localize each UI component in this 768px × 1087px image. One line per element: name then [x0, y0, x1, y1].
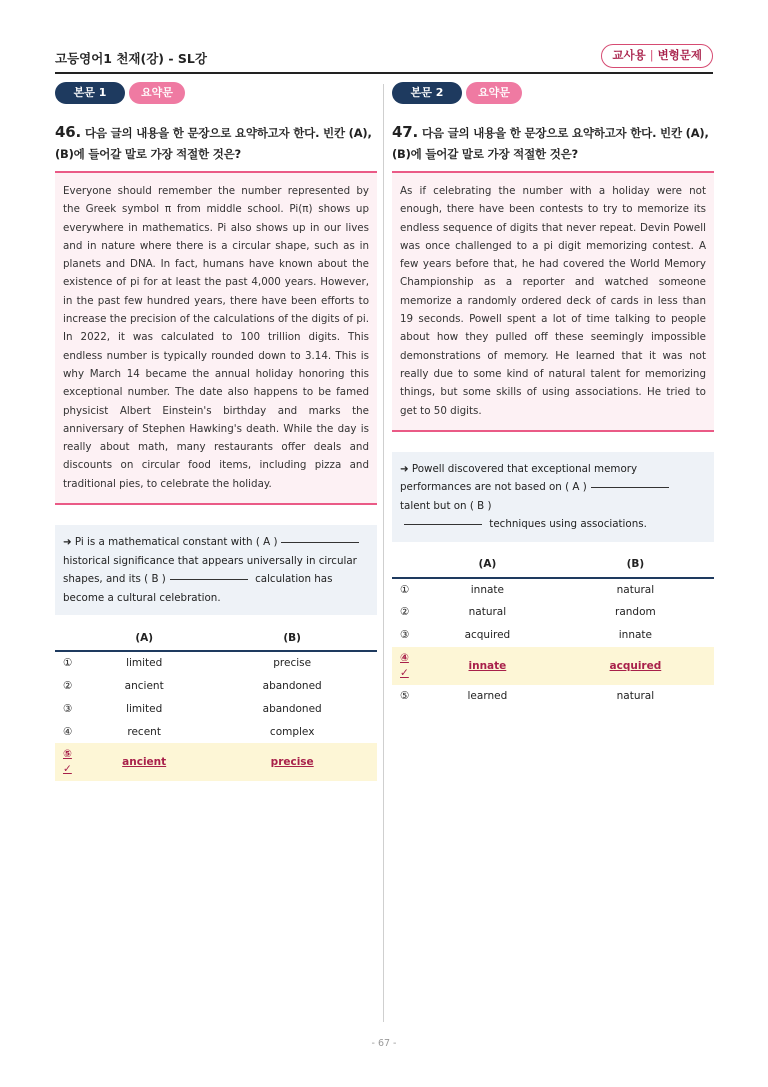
choice-row[interactable] — [392, 578, 714, 601]
choices-header-row — [55, 625, 377, 651]
reading-passage: Everyone should remember the number represented by the Greek symbol π from middle school. Pi(π) shows up everywhere in mathematics. Pi also shows up in our lives and in nature where there is a circular shape, such as in planets and DNA. In fact, humans have known about the existence of pi for at least the past 4,000 years. However, in the past few hundred years, there have been efforts to increase the precision of the calculations of the digits of pi. In 2022, it was calculated to 100 trillion digits. This endless number is typically rounded down to 3.14. This is why March 14 became the annual holiday honoring this exceptional number. The date also happens to be famed physicist Albert Einstein's birthday and marks the anniversary of Stephen Hawking's death. While the day is really about math, many restaurants offer deals and discounts on circular food items, including pizza and traditional pies, to celebrate the holiday. — [55, 173, 377, 503]
question-text: 다음 글의 내용을 한 문장으로 요약하고자 한다. 빈칸 (A), (B)에 들어갈 말로 가장 적절한 것은? — [392, 126, 709, 161]
answer-choices-table — [55, 625, 377, 781]
blank-a — [591, 487, 669, 488]
choice-a: ancient — [81, 743, 207, 781]
choice-a: natural — [468, 606, 507, 619]
choices-header-row — [392, 552, 714, 578]
summary-part-1: ➜ Powell discovered that exceptional memory performances are not based on ( A ) — [400, 462, 638, 494]
question-prompt — [55, 122, 377, 165]
choice-number-label: ④ — [400, 651, 409, 664]
reading-passage: As if celebrating the number with a holiday were not enough, there have been contests to try to memorize its endless sequence of digits that never repeat. Devin Powell was once challenged to a pi digit memorizing contest. A few years before that, he had covered the World Memory Championship as a reporter and watched someone memorize a randomly ordered deck of cards in less than 19 seconds. Powell spent a lot of time talking to people about how they pulled off these seemingly impossible demonstrations of memory. He learned that it was not really due to some kind of natural talent for memorizing things, but some skills of using associations. He tried to get to 50 digits. — [392, 173, 714, 430]
choice-b: acquired — [557, 647, 714, 685]
summary-part-2: historical significance that appears universally in circular shapes, and its ( B ) — [63, 554, 357, 586]
choice-number: ① — [400, 583, 410, 596]
summary-part-3: techniques using associations. — [489, 518, 647, 531]
summary-part-3: calculation has become a cultural celebration. — [63, 573, 333, 604]
question-prompt — [392, 122, 714, 165]
column-a-header: (A) — [418, 552, 557, 578]
page-header — [55, 44, 713, 74]
choice-number: ③ — [400, 629, 410, 642]
question-text: 다음 글의 내용을 한 문장으로 요약하고자 한다. 빈칸 (A), (B)에 들어갈 말로 가장 적절한 것은? — [55, 126, 372, 161]
badge-separator: | — [649, 48, 654, 62]
choice-number-header — [392, 552, 418, 578]
choice-a: learned — [467, 690, 508, 703]
choice-b: random — [615, 606, 656, 619]
badge-type-label: 변형문제 — [657, 48, 702, 62]
choice-a: innate — [418, 647, 557, 685]
choice-number: ② — [63, 679, 73, 692]
choice-row[interactable] — [392, 601, 714, 624]
choice-a: limited — [126, 702, 163, 715]
check-icon: ✓ — [400, 666, 409, 679]
choice-a: innate — [470, 583, 505, 596]
blank-b — [404, 524, 482, 525]
blank-b — [170, 579, 248, 580]
passage-bottom-rule — [392, 430, 714, 432]
choice-number: ③ — [63, 702, 73, 715]
choice-number: ② — [400, 606, 410, 619]
question-type-pill: 요약문 — [129, 82, 185, 104]
summary-sentence — [55, 525, 377, 615]
column-divider — [383, 84, 384, 1022]
choice-a: recent — [127, 725, 161, 738]
choice-number — [392, 647, 418, 685]
column-a-header: (A) — [81, 625, 207, 651]
section-pill: 본문 1 — [55, 82, 125, 104]
choice-b: complex — [269, 725, 315, 738]
page-number: - 67 - — [371, 1038, 397, 1049]
workbook-title: 고등영어1 천재(강) - SL강 — [55, 51, 207, 66]
choice-number — [55, 743, 81, 781]
choice-number: ④ — [63, 725, 73, 738]
choice-row[interactable] — [55, 651, 377, 674]
summary-part-1: ➜ Pi is a mathematical constant with ( A ) — [63, 536, 278, 549]
choice-number: ⑤ — [400, 690, 410, 703]
choice-row[interactable] — [55, 720, 377, 743]
correct-choice-row[interactable] — [55, 743, 377, 781]
answer-choices-table — [392, 552, 714, 708]
summary-sentence — [392, 452, 714, 542]
choice-a: acquired — [464, 629, 511, 642]
check-icon: ✓ — [63, 763, 72, 776]
choice-number: ① — [63, 657, 73, 670]
teacher-edition-badge — [601, 44, 713, 68]
question-47-column — [392, 82, 714, 708]
column-b-header: (B) — [207, 625, 377, 651]
question-number: 46. — [55, 123, 81, 141]
choice-row[interactable] — [392, 624, 714, 647]
question-type-pill: 요약문 — [466, 82, 522, 104]
question-number: 47. — [392, 123, 418, 141]
choice-row[interactable] — [392, 685, 714, 708]
choice-number-header — [55, 625, 81, 651]
passage-bottom-rule — [55, 503, 377, 505]
choice-b: natural — [616, 583, 655, 596]
choice-a: ancient — [124, 679, 164, 692]
choice-b: innate — [618, 629, 653, 642]
question-46-column — [55, 82, 377, 781]
choice-number-label: ⑤ — [63, 748, 72, 761]
choice-row[interactable] — [55, 674, 377, 697]
section-pill: 본문 2 — [392, 82, 462, 104]
choice-row[interactable] — [55, 697, 377, 720]
blank-a — [281, 542, 359, 543]
section-tags — [55, 82, 377, 104]
correct-choice-row[interactable] — [392, 647, 714, 685]
badge-teacher-label: 교사용 — [612, 48, 646, 62]
summary-part-2: talent but on ( B ) — [400, 499, 492, 512]
choice-b: precise — [207, 743, 377, 781]
choice-b: precise — [273, 657, 312, 670]
choice-b: natural — [616, 690, 655, 703]
choice-b: abandoned — [262, 679, 322, 692]
section-tags — [392, 82, 714, 104]
choice-a: limited — [126, 657, 163, 670]
column-b-header: (B) — [557, 552, 714, 578]
choice-b: abandoned — [262, 702, 322, 715]
